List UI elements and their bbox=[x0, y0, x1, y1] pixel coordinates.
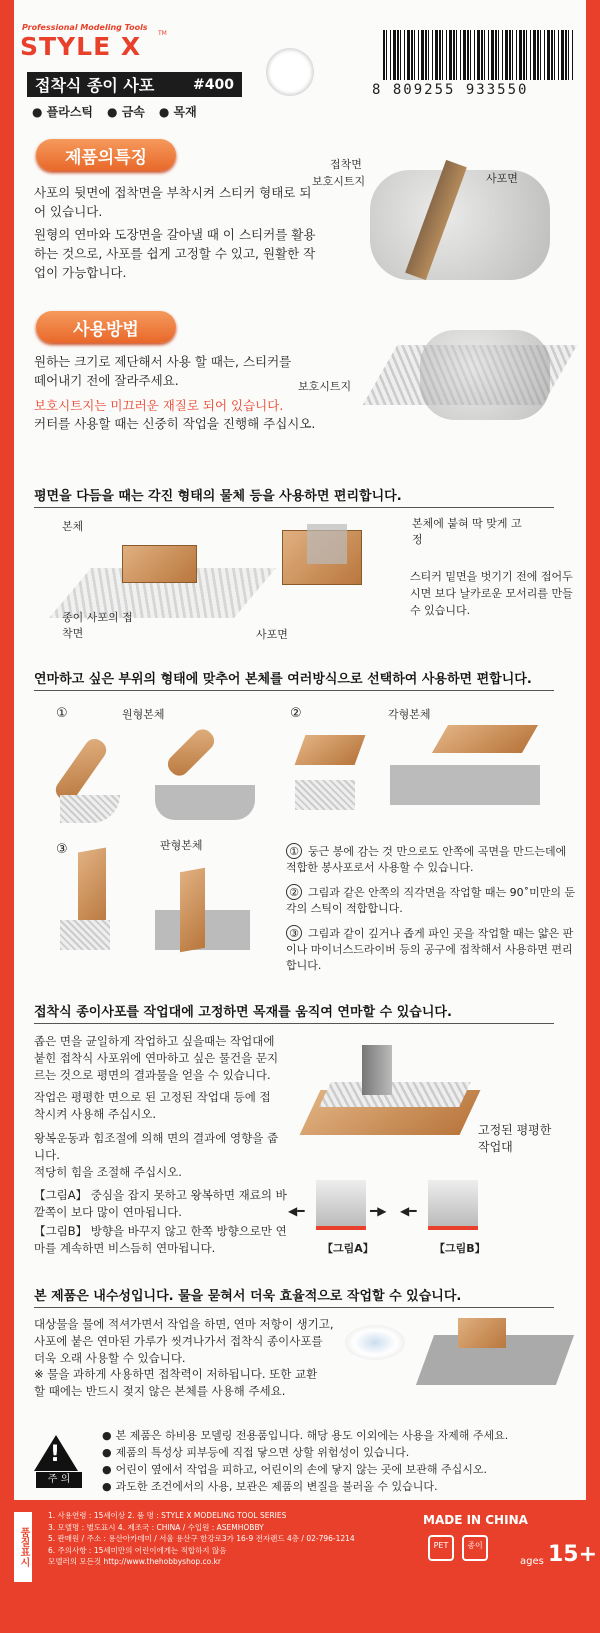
fixed-text-a: 【그림A】 중심을 잡지 못하고 왕복하면 재료의 바깥쪽이 보다 많이 연마됩니다. bbox=[34, 1188, 287, 1219]
label-body: 본체 bbox=[62, 520, 84, 533]
flat-diagram-2 bbox=[282, 520, 372, 585]
fixed-text-4: 적당히 힘을 조절해 주십시오. bbox=[34, 1165, 182, 1179]
figure-b-label: 【그림B】 bbox=[434, 1242, 486, 1255]
label-square-body: 각형본체 bbox=[388, 708, 431, 721]
trademark: TM bbox=[158, 30, 167, 37]
barcode bbox=[383, 30, 573, 80]
plate-body-diagram bbox=[60, 840, 270, 960]
quality-label: 품질표시 bbox=[14, 1512, 32, 1582]
label-round-body: 원형본체 bbox=[122, 708, 165, 721]
flat-note: 스티커 밑면을 벗기기 전에 접어두시면 보다 날카로운 모서리를 만들 수 있습니다. bbox=[410, 570, 573, 617]
usage-text-2: 커터를 사용할 때는 신중히 작업을 진행해 주십시오. bbox=[34, 416, 316, 431]
label-adhesive-1: 접착면 bbox=[330, 158, 362, 171]
material-metal: ● 금속 bbox=[107, 103, 145, 120]
features-text-2: 원형의 연마와 도장면을 갈아낼 때 이 스티커를 활용하는 것으로, 사포를 쉽게 고정할 수 있고, 원활한 작업이 가능합니다. bbox=[34, 227, 316, 280]
features-text-1: 사포의 뒷면에 접착면을 부착시켜 스티커 형태로 되어 있습니다. bbox=[34, 185, 312, 219]
footer-line: 1. 사용연령 : 15세이상 2. 품 명 : STYLE X MODELING TOOL SERIES bbox=[48, 1511, 287, 1520]
caution-item: ● 과도한 조건에서의 사용, 보관은 제품의 변질을 불러올 수 있습니다. bbox=[102, 1478, 508, 1495]
product-title-bar bbox=[27, 72, 242, 97]
fixed-text-1: 좁은 면을 균일하게 작업하고 싶을때는 작업대에 붙힌 접착식 사포위에 연마하고 싶은 물건을 문지르는 것으로 평면의 결과물을 얻을 수 있습니다. bbox=[34, 1034, 279, 1082]
label-bench: 고정된 평평한 작업대 bbox=[478, 1123, 552, 1154]
number-3: ③ bbox=[56, 842, 68, 857]
arrow-left-b-icon: ◀━ bbox=[400, 1204, 417, 1218]
shape-tip-1: ① 둥근 봉에 감는 것 만으로도 안쪽에 곡면을 만드는데에 적합한 봉사포로서 사용할 수 있습니다. bbox=[286, 845, 567, 874]
caution-item: ● 제품의 특성상 피부등에 직접 닿으면 상할 위험성이 있습니다. bbox=[102, 1444, 508, 1461]
label-sandpaper-2: 사포면 bbox=[256, 628, 288, 641]
fixed-text-b: 【그림B】 방향을 바꾸지 않고 한쪽 방향으로만 연마를 계속하면 비스듬히 연마됩니다. bbox=[34, 1224, 287, 1255]
shape-tip-2: ② 그림과 같은 안쪽의 직각면을 작업할 때는 90˚미만의 둔각의 스틱이 적합합니다. bbox=[286, 886, 576, 915]
caution-item: ● 어린이 옆에서 작업을 피하고, 어린이의 손에 닿지 않는 곳에 보관해 주십시오. bbox=[102, 1461, 508, 1478]
cutter-photo bbox=[360, 320, 570, 440]
fixed-section-title: 접착식 종이사포를 작업대에 고정하면 목재를 움직여 연마할 수 있습니다. bbox=[34, 1001, 554, 1024]
figure-a-label: 【그림A】 bbox=[322, 1242, 374, 1255]
materials-list bbox=[32, 103, 197, 120]
flat-diagram-1 bbox=[70, 540, 260, 620]
brand-logo: STYLE X bbox=[20, 32, 142, 61]
product-title: 접착식 종이 사포 bbox=[35, 76, 155, 95]
water-text-2: ※ 물을 과하게 사용하면 접착력이 저하됩니다. 또한 교환할 때에는 반드시 젖지 않은 본체를 사용해 주세요. bbox=[34, 1367, 318, 1398]
figure-a-block bbox=[316, 1180, 366, 1230]
ages-value: 15+ bbox=[548, 1542, 598, 1567]
ages-label: ages bbox=[520, 1556, 544, 1567]
bench-diagram bbox=[310, 1040, 480, 1140]
caution-label: 주 의 bbox=[36, 1472, 82, 1488]
usage-heading: 사용방법 bbox=[36, 311, 176, 343]
square-body-diagram bbox=[290, 725, 560, 825]
features-heading: 제품의특징 bbox=[36, 139, 176, 171]
water-section-title: 본 제품은 내수성입니다. 물을 묻혀서 더욱 효율적으로 작업할 수 있습니다. bbox=[34, 1285, 554, 1308]
label-sandpaper-1: 사포면 bbox=[486, 172, 518, 185]
hang-hole bbox=[266, 48, 314, 96]
material-plastic: ● 플라스틱 bbox=[32, 103, 93, 120]
label-protect-2: 보호시트지 bbox=[298, 380, 352, 393]
label-attach: 본체에 붙혀 딱 맞게 고정 bbox=[412, 517, 522, 546]
number-1: ① bbox=[56, 706, 68, 721]
caution-item: ● 본 제품은 하비용 모델링 전용품입니다. 해당 용도 이외에는 사용을 자제해 주세요. bbox=[102, 1427, 508, 1444]
barcode-number: 8 809255 933550 bbox=[372, 82, 529, 98]
footer-line: 5. 판매원 / 주소 : 용산아카데미 / 서울 용산구 한강로3가 16-9 전자랜드 4층 / 02-796-1214 bbox=[48, 1534, 355, 1543]
footer-line: 모델러의 모든것 http://www.thehobbyshop.co.kr bbox=[48, 1557, 221, 1566]
arrow-left-a-icon: ◀━ bbox=[288, 1204, 305, 1218]
brand-tagline: Professional Modeling Tools bbox=[22, 23, 148, 32]
water-text-1: 대상물을 물에 적셔가면서 작업을 하면, 연마 저항이 생기고, 사포에 붙은 연마된 가루가 씻겨나가서 접착식 종이사포를 더욱 오래 사용할 수 있습니다. bbox=[34, 1317, 334, 1365]
usage-warning: 보호시트지는 미끄러운 재질로 되어 있습니다. bbox=[34, 398, 284, 413]
footer-line: 6. 주의사항 : 15세미만의 어린이에게는 적합하지 않음 bbox=[48, 1545, 227, 1555]
shape-tip-3: ③ 그림과 같이 깊거나 좁게 파인 곳을 작업할 때는 얇은 판이나 마이너스드라이버 등의 공구에 접착해서 사용하면 편리합니다. bbox=[286, 927, 574, 972]
fixed-text-3: 왕복운동과 힘조절에 의해 면의 결과에 영향을 줍니다. bbox=[34, 1131, 279, 1162]
product-code: #400 bbox=[193, 76, 234, 93]
figure-b-block bbox=[428, 1180, 478, 1230]
made-in: MADE IN CHINA bbox=[423, 1513, 528, 1527]
tip-number-3: ③ bbox=[286, 925, 302, 941]
water-bowl bbox=[345, 1325, 405, 1360]
shapes-section-title: 연마하고 싶은 부위의 형태에 맞추어 본체를 여러방식으로 선택하여 사용하면 편합니다. bbox=[34, 668, 554, 691]
tip-number-2: ② bbox=[286, 884, 302, 900]
number-2: ② bbox=[290, 706, 302, 721]
flat-section-title: 평면을 다듬을 때는 각진 형태의 물체 등을 사용하면 편리합니다. bbox=[34, 485, 554, 508]
caution-list bbox=[102, 1427, 508, 1495]
warning-exclamation: ! bbox=[50, 1442, 61, 1467]
paper-recycle-icon: 종이 bbox=[462, 1535, 488, 1561]
material-wood: ● 목재 bbox=[159, 103, 197, 120]
label-adhesive-2: 종이 사포의 접착면 bbox=[62, 611, 133, 640]
hands-photo-1 bbox=[330, 140, 570, 300]
footer-line: 3. 모델명 : 별도표시 4. 제조국 : CHINA / 수입원 : ASEMHOBBY bbox=[48, 1522, 264, 1532]
fixed-text-2: 작업은 평평한 면으로 된 고정된 작업대 등에 접착시켜 사용해 주십시오. bbox=[34, 1090, 271, 1121]
round-body-diagram bbox=[60, 725, 270, 825]
label-protect-1: 보호시트지 bbox=[312, 175, 366, 188]
tip-number-1: ① bbox=[286, 843, 302, 859]
pet-recycle-icon: PET bbox=[428, 1535, 454, 1561]
label-plate-body: 판형본체 bbox=[160, 839, 203, 852]
footer-info bbox=[48, 1510, 355, 1568]
usage-text-1: 원하는 크기로 제단해서 사용 할 때는, 스티커를 떼어내기 전에 잘라주세요. bbox=[34, 354, 292, 388]
arrow-right-a-icon: ━▶ bbox=[370, 1204, 387, 1218]
water-block bbox=[458, 1318, 506, 1348]
